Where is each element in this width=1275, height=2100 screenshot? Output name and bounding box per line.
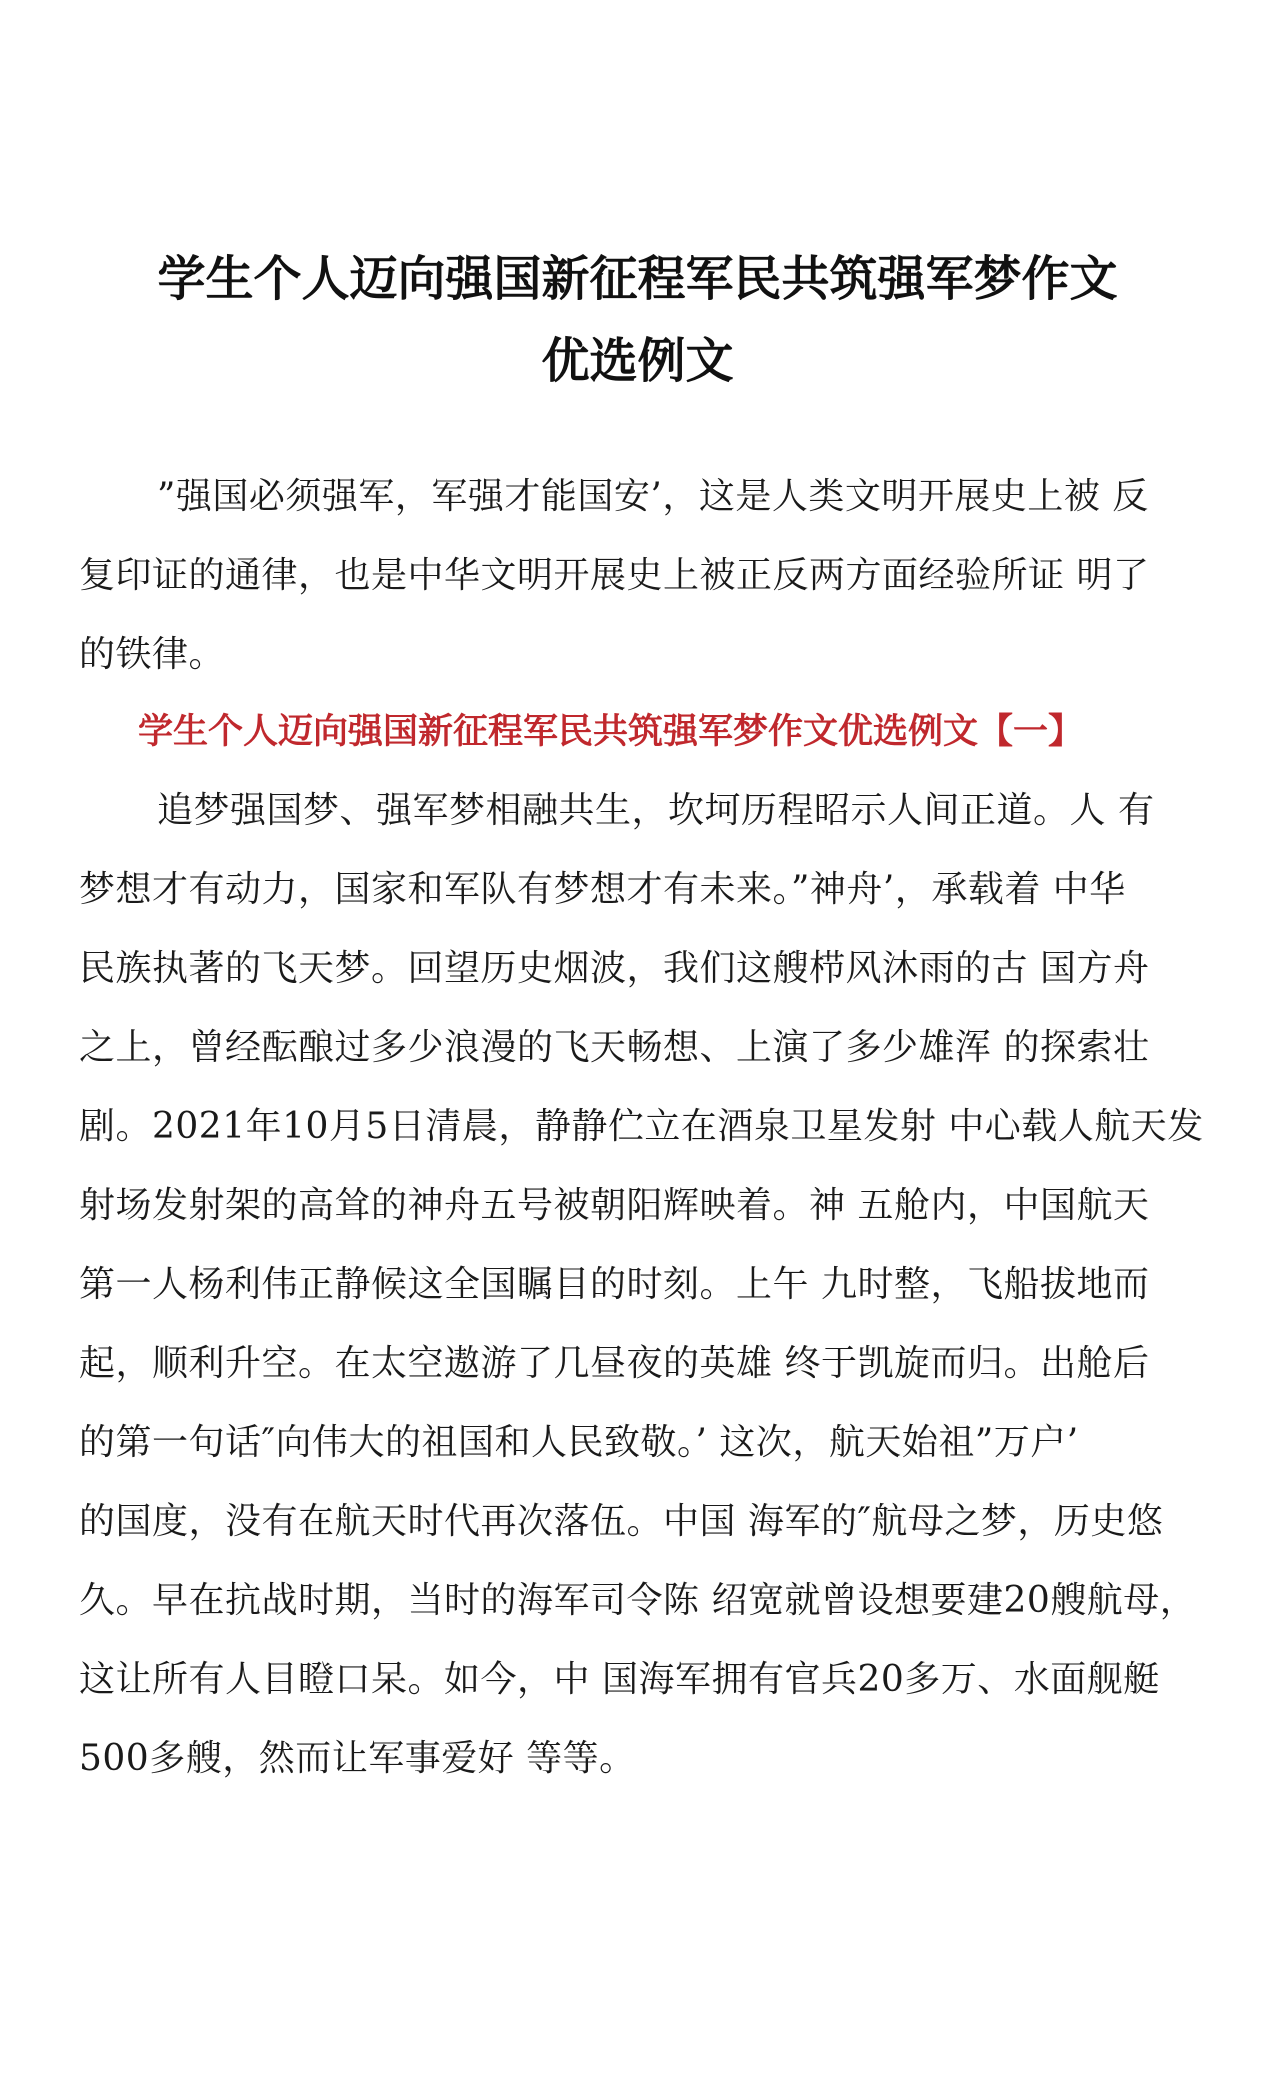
intro-line: 的铁律。 (79, 634, 226, 675)
body-line: 久。早在抗战时期，当时的海军司令陈 绍宽就曾设想要建20艘航母， (79, 1580, 1197, 1621)
intro-line: 复印证的通律，也是中华文明开展史上被正反两方面经验所证 明了 (79, 555, 1150, 596)
body-line: 的国度，没有在航天时代再次落伍。中国 海军的″航母之梦，历史悠 (79, 1501, 1164, 1542)
body-line: 射场发射架的高耸的神舟五号被朝阳辉映着。神 五舱内，中国航天 (79, 1185, 1150, 1226)
body-line: 的第一句话″向伟大的祖国和人民致敬。’ 这次，航天始祖”万户’ (79, 1422, 1079, 1463)
body-line: 追梦强国梦、强军梦相融共生，坎坷历程昭示人间正道。人 有 (157, 790, 1155, 831)
page-title (0, 238, 1275, 402)
body-line: 这让所有人目瞪口呆。如今，中 国海军拥有官兵20多万、水面舰艇 (79, 1659, 1160, 1700)
body-line: 第一人杨利伟正静候这全国瞩目的时刻。上午 九时整，飞船拔地而 (79, 1264, 1150, 1305)
title-line-2: 优选例文 (541, 333, 734, 389)
body-line: 500多艘，然而让军事爱好 等等。 (79, 1738, 636, 1779)
body-line: 之上，曾经酝酿过多少浪漫的飞天畅想、上演了多少雄浑 的探索壮 (79, 1027, 1150, 1068)
title-line-1: 学生个人迈向强国新征程军民共筑强军梦作文 (157, 251, 1118, 307)
section-heading: 学生个人迈向强国新征程军民共筑强军梦作文优选例文【一】 (138, 712, 1084, 752)
body-line: 起，顺利升空。在太空遨游了几昼夜的英雄 终于凯旋而归。出舱后 (79, 1343, 1150, 1384)
body-line: 剧。2021年10月5日清晨，静静伫立在酒泉卫星发射 中心载人航天发 (79, 1106, 1204, 1147)
body-line: 梦想才有动力，国家和军队有梦想才有未来。”神舟’，承载着 中华 (79, 869, 1126, 910)
intro-line: ”强国必须强军，军强才能国安’，这是人类文明开展史上被 反 (157, 476, 1149, 517)
body-line: 民族执著的飞天梦。回望历史烟波，我们这艘栉风沐雨的古 国方舟 (79, 948, 1150, 989)
